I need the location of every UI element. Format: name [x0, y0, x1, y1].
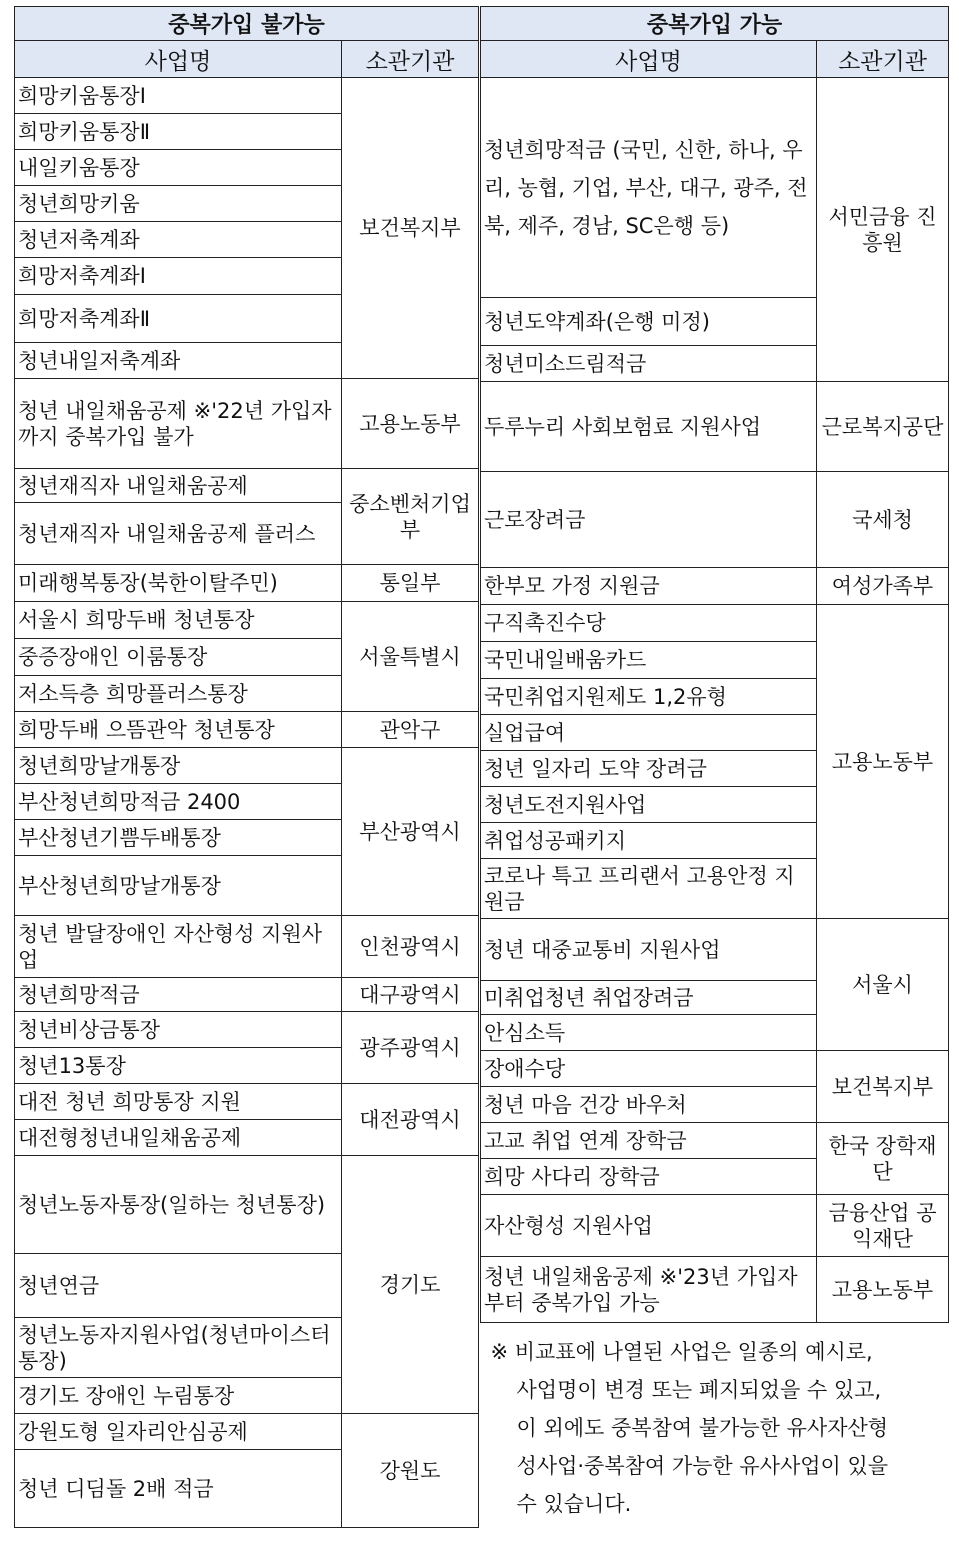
left-row: 중증장애인 이룸통장	[15, 639, 342, 676]
right-col-name: 사업명	[481, 41, 817, 78]
right-org: 고용노동부	[817, 1257, 949, 1323]
left-col-name: 사업명	[15, 41, 342, 78]
left-row: 희망저축계좌Ⅰ	[15, 258, 342, 295]
right-row: 청년 내일채움공제 ※'23년 가입자부터 중복가입 가능	[481, 1257, 817, 1323]
right-row: 고교 취업 연계 장학금	[481, 1123, 817, 1159]
right-org: 고용노동부	[817, 605, 949, 919]
right-row: 국민취업지원제도 1,2유형	[481, 679, 817, 715]
right-org: 국세청	[817, 472, 949, 568]
right-row: 한부모 가정 지원금	[481, 568, 817, 605]
left-table	[14, 6, 479, 1528]
right-org: 여성가족부	[817, 568, 949, 605]
left-row: 청년저축계좌	[15, 222, 342, 258]
right-org: 금융산업 공익재단	[817, 1195, 949, 1257]
right-col-org: 소관기관	[817, 41, 949, 78]
right-row: 구직촉진수당	[481, 605, 817, 642]
right-org: 한국 장학재단	[817, 1123, 949, 1195]
right-row: 미취업청년 취업장려금	[481, 981, 817, 1015]
left-row: 청년 내일채움공제 ※'22년 가입자까지 중복가입 불가	[15, 379, 342, 469]
left-row: 부산청년희망적금 2400	[15, 784, 342, 820]
left-row: 저소득층 희망플러스통장	[15, 676, 342, 712]
footnote-line: 성사업·중복참여 가능한 유사사업이 있을	[516, 1454, 889, 1478]
left-org: 인천광역시	[342, 916, 479, 978]
left-row: 희망저축계좌Ⅱ	[15, 295, 342, 343]
left-org: 중소벤처기업부	[342, 469, 479, 565]
left-row: 청년 디딤돌 2배 적금	[15, 1450, 342, 1528]
right-row: 청년 일자리 도약 장려금	[481, 751, 817, 787]
left-row: 내일키움통장	[15, 150, 342, 186]
left-org: 강원도	[342, 1414, 479, 1528]
left-row: 희망두배 으뜸관악 청년통장	[15, 712, 342, 748]
left-row: 강원도형 일자리안심공제	[15, 1414, 342, 1450]
right-org: 서민금융 진흥원	[817, 78, 949, 382]
right-org: 서울시	[817, 919, 949, 1051]
left-org: 대구광역시	[342, 978, 479, 1012]
left-row: 청년13통장	[15, 1048, 342, 1084]
left-row: 희망키움통장Ⅰ	[15, 78, 342, 114]
right-row: 청년 대중교통비 지원사업	[481, 919, 817, 981]
right-org: 보건복지부	[817, 1051, 949, 1123]
right-row: 청년미소드림적금	[481, 346, 817, 382]
left-row: 부산청년희망날개통장	[15, 856, 342, 916]
right-row: 청년 마음 건강 바우처	[481, 1087, 817, 1123]
left-row: 청년 발달장애인 자산형성 지원사업	[15, 916, 342, 978]
left-row: 청년희망적금	[15, 978, 342, 1012]
right-org: 근로복지공단	[817, 382, 949, 472]
left-org: 관악구	[342, 712, 479, 748]
right-row: 실업급여	[481, 715, 817, 751]
left-row: 청년노동자통장(일하는 청년통장)	[15, 1156, 342, 1254]
right-title: 중복가입 가능	[481, 7, 949, 41]
left-org: 고용노동부	[342, 379, 479, 469]
left-row: 청년비상금통장	[15, 1012, 342, 1048]
left-row: 대전 청년 희망통장 지원	[15, 1084, 342, 1120]
right-row: 자산형성 지원사업	[481, 1195, 817, 1257]
right-row: 청년희망적금 (국민, 신한, 하나, 우리, 농협, 기업, 부산, 대구, 광주, 전북, 제주, 경남, SC은행 등)	[481, 78, 817, 298]
left-row: 부산청년기쁨두배통장	[15, 820, 342, 856]
footnote	[481, 1323, 949, 1533]
right-row: 취업성공패키지	[481, 823, 817, 859]
left-row: 청년노동자지원사업(청년마이스터통장)	[15, 1318, 342, 1378]
right-row: 희망 사다리 장학금	[481, 1159, 817, 1195]
left-row: 청년희망키움	[15, 186, 342, 222]
footnote-line: 수 있습니다.	[516, 1492, 632, 1516]
right-row: 청년도전지원사업	[481, 787, 817, 823]
left-title: 중복가입 불가능	[15, 7, 479, 41]
footnote-line: ※ 비교표에 나열된 사업은 일종의 예시로,	[490, 1340, 873, 1364]
right-table	[480, 6, 949, 1533]
left-row: 청년재직자 내일채움공제	[15, 469, 342, 503]
left-org: 대전광역시	[342, 1084, 479, 1156]
left-row: 미래행복통장(북한이탈주민)	[15, 565, 342, 602]
right-row: 국민내일배움카드	[481, 642, 817, 679]
left-org: 부산광역시	[342, 748, 479, 916]
left-org: 경기도	[342, 1156, 479, 1414]
left-row: 청년연금	[15, 1254, 342, 1318]
left-org: 보건복지부	[342, 78, 479, 379]
left-row: 희망키움통장Ⅱ	[15, 114, 342, 150]
left-col-org: 소관기관	[342, 41, 479, 78]
left-row: 청년내일저축계좌	[15, 343, 342, 379]
left-row: 청년희망날개통장	[15, 748, 342, 784]
left-row: 대전형청년내일채움공제	[15, 1120, 342, 1156]
left-org: 통일부	[342, 565, 479, 602]
right-row: 장애수당	[481, 1051, 817, 1087]
left-row: 청년재직자 내일채움공제 플러스	[15, 503, 342, 565]
right-row: 두루누리 사회보험료 지원사업	[481, 382, 817, 472]
left-row: 경기도 장애인 누림통장	[15, 1378, 342, 1414]
right-row: 코로나 특고 프리랜서 고용안정 지원금	[481, 859, 817, 919]
right-row: 청년도약계좌(은행 미정)	[481, 298, 817, 346]
footnote-line: 사업명이 변경 또는 폐지되었을 수 있고,	[516, 1378, 882, 1402]
left-org: 서울특별시	[342, 602, 479, 712]
footnote-line: 이 외에도 중복참여 불가능한 유사자산형	[516, 1416, 889, 1440]
left-org: 광주광역시	[342, 1012, 479, 1084]
right-row: 안심소득	[481, 1015, 817, 1051]
left-row: 서울시 희망두배 청년통장	[15, 602, 342, 639]
right-row: 근로장려금	[481, 472, 817, 568]
